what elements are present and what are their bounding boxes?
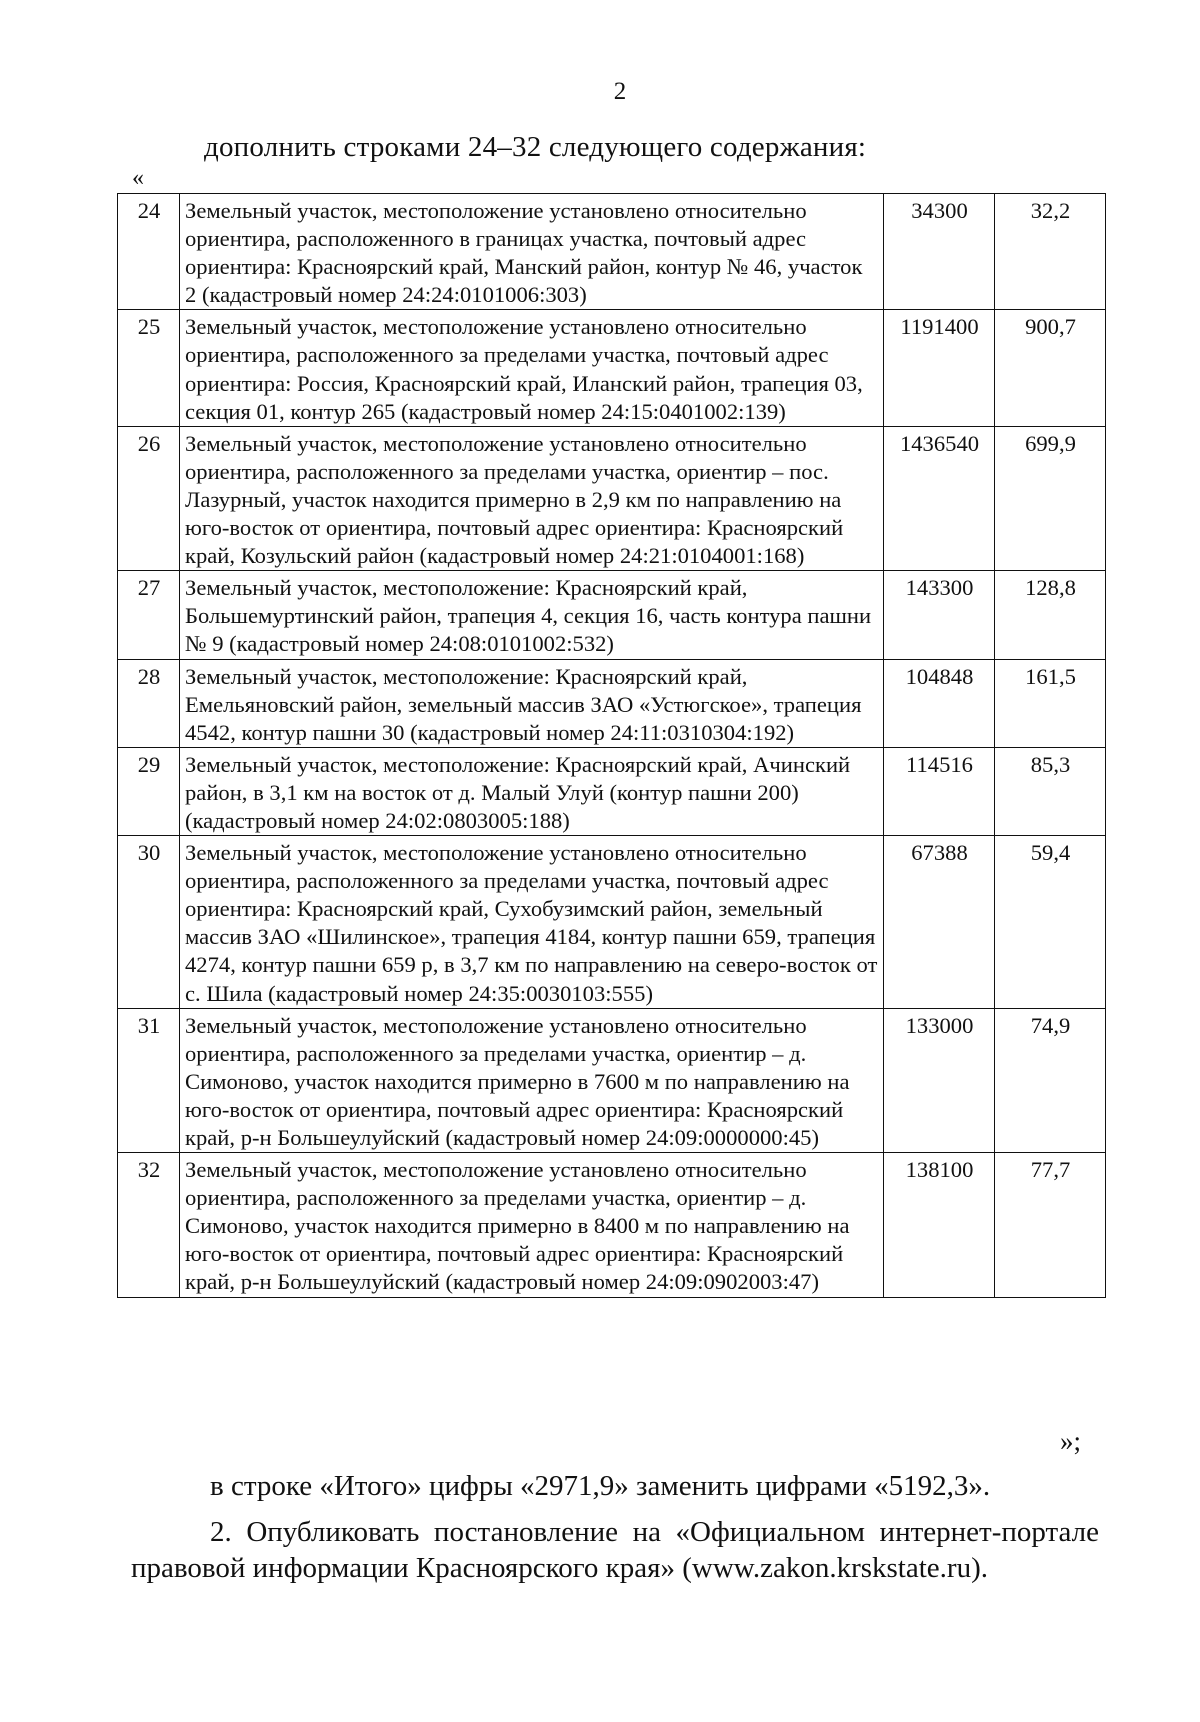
row-number-cell: 26: [118, 426, 180, 570]
plot-value-cell: 128,8: [995, 571, 1106, 659]
table-row: [118, 426, 1106, 570]
plot-value-cell: 85,3: [995, 747, 1106, 835]
table-row: [118, 1153, 1106, 1297]
paragraph-publish: 2. Опубликовать постановление на «Официальном интернет-портале правовой информации Красноярского края» (www.zakon.krskstate.ru).: [131, 1516, 1099, 1584]
plot-value-cell: 77,7: [995, 1153, 1106, 1297]
table-row: [118, 194, 1106, 310]
page-number: 2: [613, 78, 627, 105]
plot-description-cell: Земельный участок, местоположение установлено относительно ориентира, расположенного за пределами участка, ориентир – д. Симоново, участок находится примерно в 8400 м по направлению на юго-восток от ориентира, почтовый адрес ориентира: Красноярский край, р-н Большеулуйский (кадастровый номер 24:09:0902003:47): [180, 1153, 884, 1297]
opening-quote: «: [132, 165, 144, 191]
plot-area-cell: 114516: [884, 747, 995, 835]
plot-description-cell: Земельный участок, местоположение установлено относительно ориентира, расположенного за пределами участка, почтовый адрес ориентира: Россия, Красноярский край, Иланский район, трапеция 03, секция 01, контур 265 (кадастровый номер 24:15:0401002:139): [180, 310, 884, 426]
table-row: [118, 1008, 1106, 1152]
plot-description-cell: Земельный участок, местоположение установлено относительно ориентира, расположенного за пределами участка, почтовый адрес ориентира: Красноярский край, Сухобузимский район, земельный массив ЗАО «Шилинское», трапеция 4184, контур пашни 659, трапеция 4274, контур пашни 659 р, в 3,7 км по направлению на северо-восток от с. Шила (кадастровый номер 24:35:0030103:555): [180, 836, 884, 1009]
table-row: [118, 571, 1106, 659]
table-row: [118, 659, 1106, 747]
plot-area-cell: 104848: [884, 659, 995, 747]
plot-area-cell: 138100: [884, 1153, 995, 1297]
row-number-cell: 30: [118, 836, 180, 1009]
row-number-cell: 28: [118, 659, 180, 747]
plot-description-cell: Земельный участок, местоположение установлено относительно ориентира, расположенного за пределами участка, ориентир – пос. Лазурный, участок находится примерно в 2,9 км по направлению на юго-восток от ориентира, почтовый адрес ориентира: Красноярский край, Козульский район (кадастровый номер 24:21:0104001:168): [180, 426, 884, 570]
table-body: [118, 194, 1106, 1298]
plot-value-cell: 74,9: [995, 1008, 1106, 1152]
row-number-cell: 31: [118, 1008, 180, 1152]
plot-value-cell: 900,7: [995, 310, 1106, 426]
plot-area-cell: 67388: [884, 836, 995, 1009]
land-plots-table: [117, 193, 1106, 1298]
intro-text: дополнить строками 24–32 следующего содержания:: [204, 131, 867, 163]
plot-area-cell: 34300: [884, 194, 995, 310]
plot-area-cell: 1436540: [884, 426, 995, 570]
plot-description-cell: Земельный участок, местоположение: Красноярский край, Большемуртинский район, трапеция 4, секция 16, часть контура пашни № 9 (кадастровый номер 24:08:0101002:532): [180, 571, 884, 659]
plot-description-cell: Земельный участок, местоположение установлено относительно ориентира, расположенного в границах участка, почтовый адрес ориентира: Красноярский край, Манский район, контур № 46, участок 2 (кадастровый номер 24:24:0101006:303): [180, 194, 884, 310]
row-number-cell: 32: [118, 1153, 180, 1297]
plot-value-cell: 161,5: [995, 659, 1106, 747]
table-row: [118, 310, 1106, 426]
paragraph-total-replacement: в строке «Итого» цифры «2971,9» заменить цифрами «5192,3».: [210, 1470, 991, 1502]
table-row: [118, 747, 1106, 835]
plot-description-cell: Земельный участок, местоположение установлено относительно ориентира, расположенного за пределами участка, ориентир – д. Симоново, участок находится примерно в 7600 м по направлению на юго-восток от ориентира, почтовый адрес ориентира: Красноярский край, р-н Большеулуйский (кадастровый номер 24:09:0000000:45): [180, 1008, 884, 1152]
plot-description-cell: Земельный участок, местоположение: Красноярский край, Емельяновский район, земельный массив ЗАО «Устюгское», трапеция 4542, контур пашни 30 (кадастровый номер 24:11:0310304:192): [180, 659, 884, 747]
row-number-cell: 24: [118, 194, 180, 310]
row-number-cell: 25: [118, 310, 180, 426]
closing-quote: »;: [1060, 1426, 1082, 1456]
plot-value-cell: 699,9: [995, 426, 1106, 570]
row-number-cell: 27: [118, 571, 180, 659]
plot-area-cell: 143300: [884, 571, 995, 659]
plot-value-cell: 59,4: [995, 836, 1106, 1009]
plot-description-cell: Земельный участок, местоположение: Красноярский край, Ачинский район, в 3,1 км на восток от д. Малый Улуй (контур пашни 200) (кадастровый номер 24:02:0803005:188): [180, 747, 884, 835]
row-number-cell: 29: [118, 747, 180, 835]
table-row: [118, 836, 1106, 1009]
plot-value-cell: 32,2: [995, 194, 1106, 310]
plot-area-cell: 133000: [884, 1008, 995, 1152]
plot-area-cell: 1191400: [884, 310, 995, 426]
